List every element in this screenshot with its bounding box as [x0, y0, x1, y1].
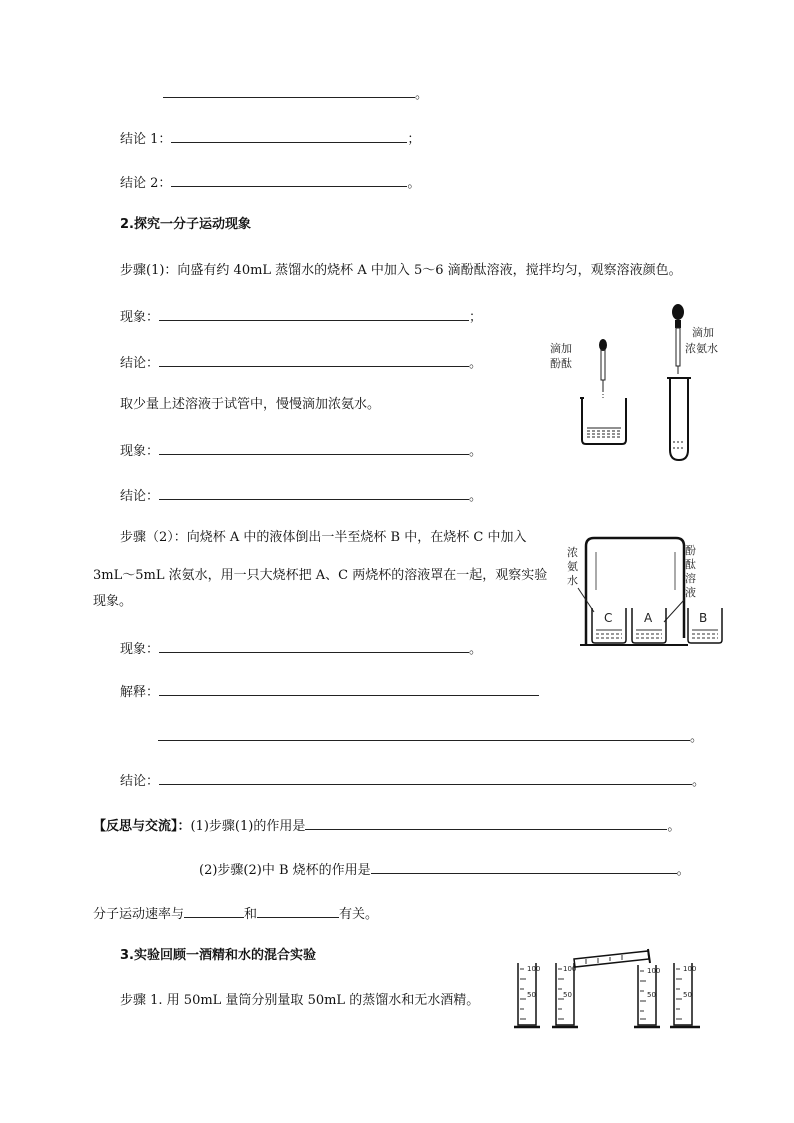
explanation-blank-2[interactable] — [158, 726, 690, 741]
conclusion-1-blank[interactable] — [171, 128, 407, 143]
label-ammonia-2: 氨 — [567, 560, 578, 573]
measuring-cylinder-icon — [634, 965, 660, 1027]
conclusion-1-line: 结论 1： ； — [120, 128, 420, 149]
section-2-heading: 2.探究一分子运动现象 — [120, 217, 251, 232]
beaker-b-icon — [688, 608, 722, 643]
dropper-icon — [599, 339, 607, 398]
label-ammonia-3: 水 — [567, 574, 578, 587]
tick-100-label: 100 — [647, 967, 661, 975]
conclusion-b-line: 结论： 。 — [120, 485, 482, 506]
phenomenon-label: 现象： — [120, 310, 160, 325]
step-2-text-2: 3mL～5mL 浓氨水，用一只大烧杯把 A、C 两烧杯的溶液罩在一起，观察实验 — [93, 568, 548, 583]
conclusion-a-blank[interactable] — [159, 352, 469, 367]
figure-phenolphthalein-ammonia — [540, 300, 730, 465]
pouring-cylinder-icon — [574, 949, 650, 967]
reflection-line-1: 【反思与交流】：(1)步骤(1)的作用是 。 — [93, 815, 680, 836]
figure-ammonia-diffusion — [560, 530, 730, 655]
measuring-cylinder-icon — [552, 963, 578, 1027]
tick-50-label: 50 — [563, 991, 572, 999]
step-2-text-1: 步骤（2）：向烧杯 A 中的液体倒出一半至烧杯 B 中，在烧杯 C 中加入 — [120, 530, 527, 545]
test-tube-icon — [667, 378, 691, 460]
conclusion-c-line: 结论： 。 — [120, 770, 705, 791]
step-2-text-3: 现象。 — [93, 594, 133, 609]
phenomenon-3-blank[interactable] — [159, 638, 469, 653]
large-beaker-icon — [586, 538, 684, 645]
label-phenolphthalein-solution-4: 液 — [685, 586, 696, 599]
phenomenon-2-blank[interactable] — [159, 440, 469, 455]
beaker-a-label: A — [644, 611, 653, 625]
beaker-b-label: B — [699, 611, 708, 625]
conclusion-label: 结论： — [120, 356, 160, 371]
explanation-line-2: 。 — [158, 726, 703, 747]
test-tube-instruction: 取少量上述溶液于试管中，慢慢滴加浓氨水。 — [120, 397, 381, 412]
conclusion-b-blank[interactable] — [159, 485, 469, 500]
reflection-blank-2[interactable] — [371, 859, 677, 874]
phenomenon-label: 现象： — [120, 642, 160, 657]
tick-50-label: 50 — [527, 991, 536, 999]
conclusion-label: 结论： — [120, 774, 160, 789]
section-3-heading: 3.实验回顾一酒精和水的混合实验 — [120, 948, 316, 963]
beaker-c-label: C — [604, 611, 613, 625]
figure-3-svg — [508, 945, 708, 1035]
phenomenon-1-blank[interactable] — [159, 306, 469, 321]
phenomenon-label: 现象： — [120, 444, 160, 459]
reflection-label: 【反思与交流】： — [93, 819, 191, 834]
label-add-ammonia-1: 滴加 — [692, 326, 714, 339]
explanation-line — [120, 681, 539, 702]
label-add-ammonia-2: 浓氨水 — [685, 342, 718, 355]
conclusion-2-label: 结论 2： — [120, 176, 172, 191]
figure-measuring-cylinders — [508, 945, 708, 1035]
phenomenon-1-line: 现象： ； — [120, 306, 482, 327]
phenomenon-3-line: 现象： 。 — [120, 638, 482, 659]
phenomenon-2-line: 现象： 。 — [120, 440, 482, 461]
beaker-a-icon — [632, 608, 666, 643]
reflection-blank-1[interactable] — [305, 815, 667, 830]
figure-2-svg — [560, 530, 730, 655]
conclusion-label: 结论： — [120, 489, 160, 504]
beaker-icon — [580, 398, 626, 444]
label-ammonia-1: 浓 — [567, 546, 578, 559]
label-add-phenolphthalein-1: 滴加 — [550, 342, 572, 355]
label-add-phenolphthalein-2: 酚酞 — [550, 357, 572, 370]
conclusion-1-label: 结论 1： — [120, 132, 172, 147]
figure-1-svg — [540, 300, 730, 465]
step-1-text: 步骤(1)：向盛有约 40mL 蒸馏水的烧杯 A 中加入 5～6 滴酚酞溶液，搅拌均匀，观察溶液颜色。 — [120, 263, 682, 278]
reflection-line-2: (2)步骤(2)中 B 烧杯的作用是 。 — [199, 859, 690, 880]
measuring-cylinder-icon — [514, 963, 540, 1027]
factor-blank-2[interactable] — [257, 903, 339, 918]
conclusion-2-line: 结论 2： 。 — [120, 172, 420, 193]
label-phenolphthalein-solution-1: 酚 — [685, 544, 696, 557]
label-phenolphthalein-solution-2: 酞 — [685, 558, 696, 571]
conclusion-2-blank[interactable] — [171, 172, 407, 187]
label-phenolphthalein-solution-3: 溶 — [685, 572, 696, 585]
factor-blank-1[interactable] — [184, 903, 244, 918]
conclusion-c-blank[interactable] — [159, 770, 692, 785]
beaker-c-icon — [592, 608, 626, 643]
tick-100-label: 100 — [563, 965, 577, 973]
explanation-label: 解释： — [120, 685, 160, 700]
answer-line-1: 。 — [163, 83, 428, 104]
tick-100-label: 100 — [527, 965, 541, 973]
tick-50-label: 50 — [683, 991, 692, 999]
conclusion-a-line: 结论： 。 — [120, 352, 482, 373]
tick-50-label: 50 — [647, 991, 656, 999]
dropper-icon — [672, 304, 684, 374]
molecular-speed-line: 分子运动速率与 和 有关。 — [93, 903, 378, 924]
section-3-step-1: 步骤 1. 用 50mL 量筒分别量取 50mL 的蒸馏水和无水酒精。 — [120, 993, 480, 1008]
measuring-cylinder-icon — [670, 963, 700, 1027]
answer-blank[interactable] — [163, 83, 415, 98]
explanation-blank-1[interactable] — [159, 681, 539, 696]
tick-100-label: 100 — [683, 965, 697, 973]
